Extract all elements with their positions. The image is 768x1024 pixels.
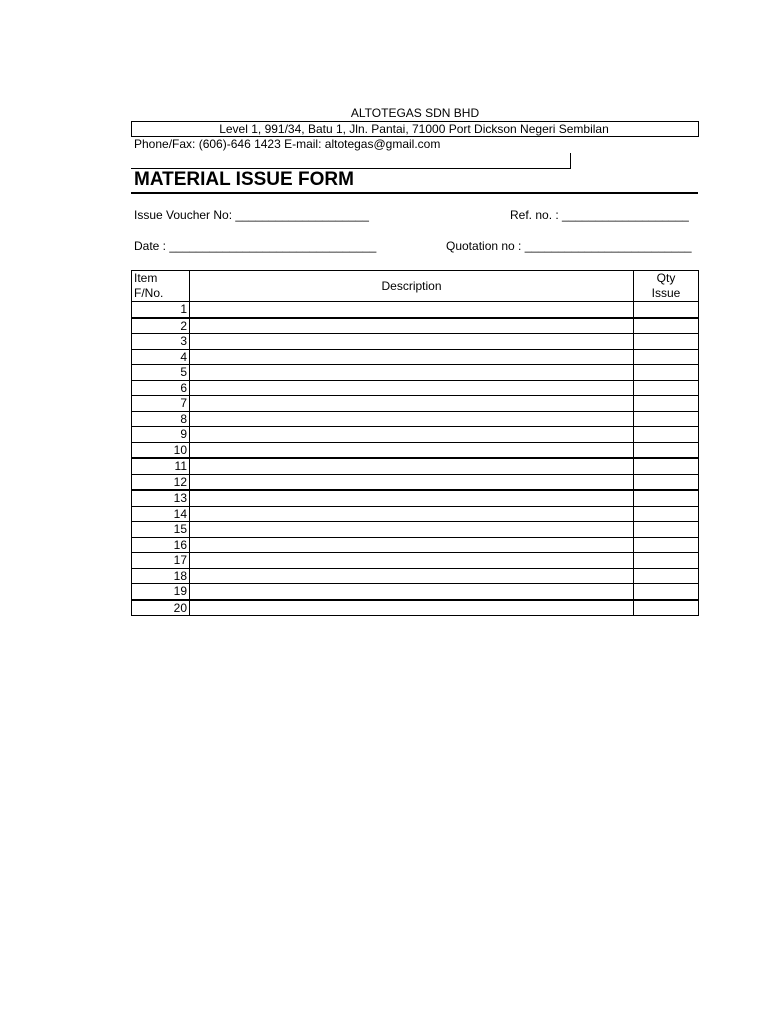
header-issue-label: Issue — [651, 286, 681, 300]
description-cell[interactable] — [190, 380, 634, 396]
qty-issue-cell[interactable] — [634, 442, 699, 458]
qty-issue-cell[interactable] — [634, 318, 699, 334]
table-row — [132, 302, 699, 318]
qty-issue-cell[interactable] — [634, 600, 699, 616]
quotation-no-field: Quotation no : _________________________ — [446, 239, 692, 253]
description-cell[interactable] — [190, 537, 634, 553]
qty-issue-cell[interactable] — [634, 537, 699, 553]
description-cell[interactable] — [190, 600, 634, 616]
description-cell[interactable] — [190, 522, 634, 538]
description-cell[interactable] — [190, 365, 634, 381]
row-number: 17 — [132, 553, 190, 569]
table-row — [132, 522, 699, 538]
qty-issue-cell[interactable] — [634, 349, 699, 365]
row-number: 18 — [132, 568, 190, 584]
qty-issue-cell[interactable] — [634, 568, 699, 584]
table-row — [132, 458, 699, 474]
table-row — [132, 568, 699, 584]
qty-issue-cell[interactable] — [634, 396, 699, 412]
row-number: 4 — [132, 349, 190, 365]
qty-issue-cell[interactable] — [634, 553, 699, 569]
description-cell[interactable] — [190, 442, 634, 458]
header-item-label: Item — [134, 271, 158, 285]
qty-issue-cell[interactable] — [634, 584, 699, 600]
qty-issue-cell[interactable] — [634, 474, 699, 490]
header-qty-issue — [634, 271, 699, 302]
table-row — [132, 365, 699, 381]
qty-issue-cell[interactable] — [634, 380, 699, 396]
row-number: 9 — [132, 427, 190, 443]
row-number: 7 — [132, 396, 190, 412]
table-row — [132, 396, 699, 412]
description-cell[interactable] — [190, 490, 634, 506]
qty-issue-cell[interactable] — [634, 506, 699, 522]
items-table — [131, 270, 699, 616]
title-rule — [131, 192, 698, 194]
row-number: 14 — [132, 506, 190, 522]
table-row — [132, 600, 699, 616]
form-title: MATERIAL ISSUE FORM — [134, 169, 354, 190]
description-cell[interactable] — [190, 411, 634, 427]
table-header-row — [132, 271, 699, 302]
description-cell[interactable] — [190, 474, 634, 490]
table-row — [132, 506, 699, 522]
description-cell[interactable] — [190, 349, 634, 365]
qty-issue-cell[interactable] — [634, 365, 699, 381]
description-cell[interactable] — [190, 584, 634, 600]
description-cell[interactable] — [190, 427, 634, 443]
row-number: 8 — [132, 411, 190, 427]
row-number: 15 — [132, 522, 190, 538]
row-number: 13 — [132, 490, 190, 506]
qty-issue-cell[interactable] — [634, 334, 699, 350]
description-cell[interactable] — [190, 334, 634, 350]
table-row — [132, 380, 699, 396]
table-row — [132, 474, 699, 490]
issue-voucher-field: Issue Voucher No: ____________________ — [134, 208, 369, 222]
table-row — [132, 349, 699, 365]
header-description: Description — [190, 271, 634, 302]
description-cell[interactable] — [190, 396, 634, 412]
row-number: 10 — [132, 442, 190, 458]
table-row — [132, 427, 699, 443]
description-cell[interactable] — [190, 506, 634, 522]
row-number: 20 — [132, 600, 190, 616]
table-row — [132, 411, 699, 427]
table-row — [132, 537, 699, 553]
row-number: 19 — [132, 584, 190, 600]
qty-issue-cell[interactable] — [634, 522, 699, 538]
table-row — [132, 318, 699, 334]
row-number: 5 — [132, 365, 190, 381]
description-cell[interactable] — [190, 318, 634, 334]
company-address: Level 1, 991/34, Batu 1, Jln. Pantai, 71000 Port Dickson Negeri Sembilan — [219, 122, 609, 136]
ref-no-field: Ref. no. : ___________________ — [510, 208, 689, 222]
table-row — [132, 584, 699, 600]
qty-issue-cell[interactable] — [634, 490, 699, 506]
description-cell[interactable] — [190, 568, 634, 584]
qty-issue-cell[interactable] — [634, 411, 699, 427]
qty-issue-cell[interactable] — [634, 302, 699, 318]
row-number: 2 — [132, 318, 190, 334]
description-cell[interactable] — [190, 458, 634, 474]
row-number: 1 — [132, 302, 190, 318]
company-name: ALTOTEGAS SDN BHD — [350, 106, 480, 120]
table-row — [132, 442, 699, 458]
row-number: 6 — [132, 380, 190, 396]
company-contact: Phone/Fax: (606)-646 1423 E-mail: altotegas@gmail.com — [134, 137, 441, 151]
contact-divider — [570, 153, 571, 168]
qty-issue-cell[interactable] — [634, 427, 699, 443]
description-cell[interactable] — [190, 553, 634, 569]
table-row — [132, 334, 699, 350]
header-item-fno — [132, 271, 190, 302]
header-fno-label: F/No. — [134, 286, 164, 300]
row-number: 16 — [132, 537, 190, 553]
table-row — [132, 553, 699, 569]
header-qty-label: Qty — [656, 271, 676, 285]
row-number: 11 — [132, 458, 190, 474]
row-number: 3 — [132, 334, 190, 350]
description-cell[interactable] — [190, 302, 634, 318]
table-row — [132, 490, 699, 506]
date-field: Date : _______________________________ — [134, 239, 377, 253]
qty-issue-cell[interactable] — [634, 458, 699, 474]
row-number: 12 — [132, 474, 190, 490]
